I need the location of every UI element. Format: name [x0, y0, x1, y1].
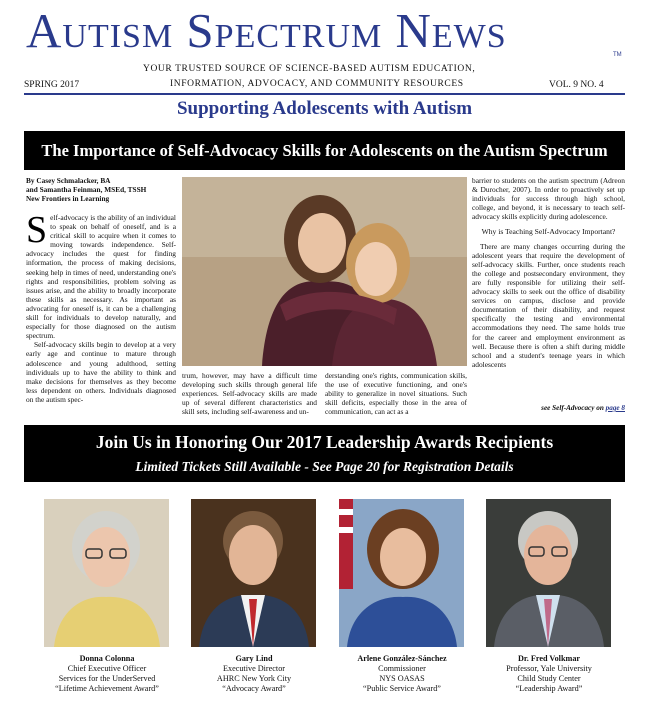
continued-reference [472, 404, 625, 412]
column-4-paragraph-1: barrier to students on the autism spectrum (Adreon & Durocher, 2007). In order to proactively set up individuals for success through high school, college, and beyond, it is necessary to teach self-advocacy skills explicitly during adolescence. [472, 176, 625, 222]
portrait-photo-1 [44, 499, 169, 647]
issue-date: SPRING 2017 [24, 80, 80, 90]
honoree-title: Chief Executive Officer [67, 664, 147, 673]
article-headline[interactable]: The Importance of Self-Advocacy Skills for Adolescents on the Autism Spectrum [41, 141, 608, 160]
article-column-1 [26, 209, 176, 404]
portrait-fred-volkmar [486, 499, 611, 647]
article-subhead: Why is Teaching Self-Advocacy Important? [481, 227, 616, 237]
honoree-name: Arlene González-Sánchez [357, 654, 447, 663]
two-women-photo-illustration [182, 177, 467, 366]
article-column-2: trum, however, may have a difficult time developing such skills through general life experiences. Self-advocacy skills are made up of several different characteristics and skill sets, including self-awareness and un- [182, 371, 317, 417]
honoree-name: Dr. Fred Volkmar [517, 654, 581, 663]
portrait-photo-3 [339, 499, 464, 647]
honoree-organization: Child Study Center [517, 674, 581, 683]
tagline-line-1: YOUR TRUSTED SOURCE OF SCIENCE-BASED AUTISM EDUCATION, [143, 64, 476, 74]
byline-author-2: and Samantha Feinman, MSEd, TSSH [26, 185, 147, 194]
honoree-organization: AHRC New York City [216, 674, 292, 683]
portrait-gary-lind [191, 499, 316, 647]
article-column-3: derstanding one's rights, communication skills, the use of executive functioning, and one's ability to generalize in novel situations. Such skill deficits, especially those in the area of communication, can act as a [325, 371, 467, 417]
honoree-organization: NYS OASAS [379, 674, 425, 683]
honoree-organization: Services for the UnderServed [58, 674, 156, 683]
honoree-award: “Leadership Award” [515, 684, 583, 693]
article-photo [182, 177, 467, 366]
portrait-donna-colonna [44, 499, 169, 647]
awards-title[interactable]: Join Us in Honoring Our 2017 Leadership Awards Recipients [95, 432, 554, 452]
portrait-arlene-gonzalez-sanchez [339, 499, 464, 647]
honoree-caption-1 [32, 654, 182, 694]
masthead-rule [24, 93, 625, 95]
trademark-mark: TM [613, 52, 622, 58]
article-byline [26, 176, 176, 203]
issue-volume: VOL. 9 NO. 4 [549, 80, 604, 90]
honoree-award: “Public Service Award” [363, 684, 441, 693]
honoree-title: Commissioner [378, 664, 426, 673]
portrait-photo-2 [191, 499, 316, 647]
continued-reference-text: see Self-Advocacy on [541, 404, 606, 412]
honoree-caption-4 [474, 654, 624, 694]
honoree-award: “Lifetime Achievement Award” [55, 684, 159, 693]
masthead [0, 4, 649, 62]
honoree-name: Donna Colonna [79, 654, 135, 663]
honoree-title: Professor, Yale University [506, 664, 592, 673]
byline-affiliation: New Frontiers in Learning [26, 194, 110, 203]
byline-author-1: By Casey Schmalacker, BA [26, 176, 111, 185]
continued-page-link[interactable]: page 8 [605, 404, 625, 412]
tagline-line-2: INFORMATION, ADVOCACY, AND COMMUNITY RESOURCES [170, 79, 464, 89]
section-title: Supporting Adolescents with Autism [176, 98, 473, 119]
masthead-title: Autism Spectrum News [26, 3, 507, 58]
article-column-4 [472, 176, 625, 369]
honoree-award: “Advocacy Award” [222, 684, 286, 693]
column-4-paragraph-2: There are many changes occurring during the adolescent years that require the development of self-advocacy skills. Further, once students reach the college and postsecondary environment, they are fully responsible for utilizing their self-advocacy skills to seek out the office of disability services on campus, disclose and provide documentation of their disability, and request specifically the testing and environmental accommodations they need. The same holds true for the career and employment environment as well. Because there is often a shift during middle school and a student's teenage years in which adolescents [472, 241, 625, 369]
portrait-photo-4 [486, 499, 611, 647]
honoree-caption-2 [179, 654, 329, 694]
awards-subtitle[interactable]: Limited Tickets Still Available - See Page 20 for Registration Details [135, 459, 514, 474]
honoree-name: Gary Lind [235, 654, 273, 663]
honoree-title: Executive Director [222, 664, 286, 673]
honoree-caption-3 [327, 654, 477, 694]
column-1-paragraph-1: elf-advocacy is the ability of an individual to speak on behalf of oneself, and is a critical skill to acquire when it comes to moving towards independence. Self-advocacy includes the quest for finding information, the process of making decisions, seeking help in times of need, understanding one's rights and responsibilities, problem solving as issues arise, and the ability to broadly incorporate these skills as necessary. As important as advocating for oneself is, it can be a challenging skill for individuals to develop naturally, and especially for those diagnosed on the autism spectrum. [26, 213, 176, 341]
drop-cap: S [26, 209, 48, 251]
column-1-paragraph-2: Self-advocacy skills begin to develop at a very early age and continue to mature through adolescence and young adulthood, setting individuals up to have the ability to think and make decisions for themselves as they become less dependent on others. Individuals diagnosed on the autism spec- [26, 340, 176, 404]
